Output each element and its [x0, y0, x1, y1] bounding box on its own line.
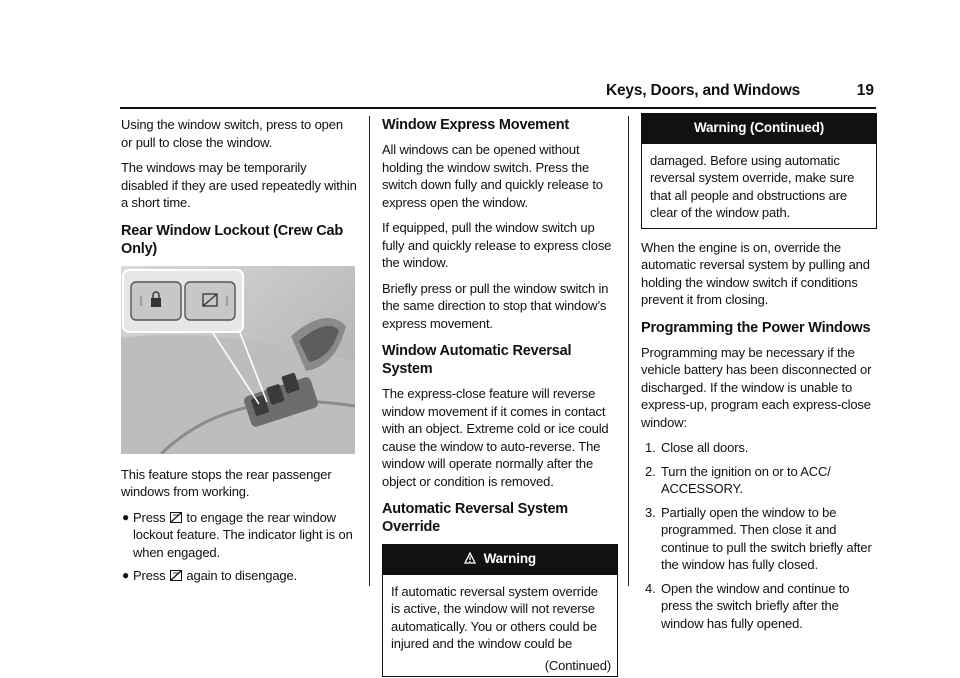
- paragraph-programming: Programming may be necessary if the vehicle battery has been disconnected or discharged. If the window is unable to express-up, program each express-close window:: [641, 344, 872, 430]
- lockout-bullet-list: [121, 509, 357, 585]
- warning-header: Warning (Continued): [642, 114, 876, 144]
- running-header-title: Keys, Doors, and Windows: [605, 82, 800, 99]
- warning-header: [383, 545, 617, 575]
- list-item: [121, 567, 357, 585]
- paragraph-window-switch: Using the window switch, press to open or pull to close the window.: [121, 117, 343, 150]
- heading-window-express-movement: Window Express Movement: [382, 117, 570, 133]
- step-number: 4.: [645, 580, 656, 596]
- step-text: Open the window and continue to press the switch briefly after the window has fully opened.: [661, 580, 850, 631]
- list-item: [641, 439, 877, 457]
- heading-reversal-override: Automatic Reversal System Override: [382, 501, 568, 535]
- bullet-dot: ●: [122, 509, 130, 524]
- warning-triangle-icon: [464, 552, 476, 564]
- warning-body: If automatic reversal system override is active, the window will not reverse automatically. You or others could be injured and the window could be: [391, 583, 598, 651]
- list-item: [641, 463, 877, 498]
- warning-title: Warning: [483, 551, 537, 566]
- list-item: [641, 580, 877, 633]
- warning-continued-label: (Continued): [544, 657, 611, 673]
- column-left: [121, 116, 357, 591]
- programming-steps-list: [641, 439, 877, 632]
- warning-box-continued: [641, 113, 877, 229]
- page-number: 19: [856, 82, 874, 99]
- heading-programming-power-windows: Programming the Power Windows: [641, 319, 871, 336]
- bullet-disengage-text: again to disengage.: [186, 568, 298, 583]
- step-number: 2.: [645, 463, 656, 479]
- paragraph-stop-express: Briefly press or pull the window switch in the same direction to stop that window’s express movement.: [382, 280, 609, 331]
- bullet-engage-text: to engage the rear window lockout feature. The indicator light is on when engaged.: [133, 509, 353, 560]
- list-item: [121, 509, 357, 562]
- step-text: Partially open the window to be programmed. Then close it and continue to pull the switch briefly after the window has fully closed.: [661, 504, 872, 572]
- window-lockout-icon: [170, 511, 182, 523]
- column-middle: [382, 116, 618, 677]
- column-right: [641, 116, 877, 638]
- bullet-dot: ●: [122, 568, 130, 582]
- step-text: Close all doors.: [661, 440, 749, 455]
- rear-window-lockout-photo: [121, 266, 355, 454]
- bullet-press-label: Press: [133, 509, 166, 525]
- paragraph-express-close: If equipped, pull the window switch up fully and quickly release to express close the window.: [382, 220, 612, 270]
- paragraph-express-open: All windows can be opened without holding the window switch. Press the switch down fully and quickly release to express open the window.: [382, 142, 603, 210]
- paragraph-engine-override: When the engine is on, override the automatic reversal system by pulling and holding the window switch if conditions prevent it from closing.: [641, 239, 870, 307]
- step-number: 1.: [645, 440, 656, 455]
- heading-rear-window-lockout: Rear Window Lockout (Crew Cab Only): [121, 222, 344, 257]
- heading-automatic-reversal-system: Window Automatic Reversal System: [382, 343, 572, 377]
- warning-box: [382, 544, 618, 677]
- column-divider: [628, 116, 629, 586]
- column-divider: [369, 116, 370, 586]
- paragraph-feature-description: This feature stops the rear passenger windows from working.: [121, 466, 332, 499]
- window-lockout-icon: [170, 569, 182, 581]
- header-rule: [120, 107, 876, 109]
- paragraph-temporarily-disabled: The windows may be temporarily disabled if they are used repeatedly within a short time.: [121, 160, 357, 210]
- list-item: [641, 504, 877, 574]
- step-number: 3.: [645, 504, 656, 520]
- paragraph-automatic-reversal: The express-close feature will reverse window movement if it comes in contact with an object. Extreme cold or ice could cause the window to auto-reverse. The window will operate normally after the object or condition is removed.: [382, 386, 609, 489]
- warning-body: damaged. Before using automatic reversal system override, make sure that all people and obstructions are clear of the window path.: [650, 152, 855, 220]
- bullet-press-label: Press: [133, 568, 166, 583]
- step-text: Turn the ignition on or to ACC/ ACCESSORY.: [661, 463, 831, 496]
